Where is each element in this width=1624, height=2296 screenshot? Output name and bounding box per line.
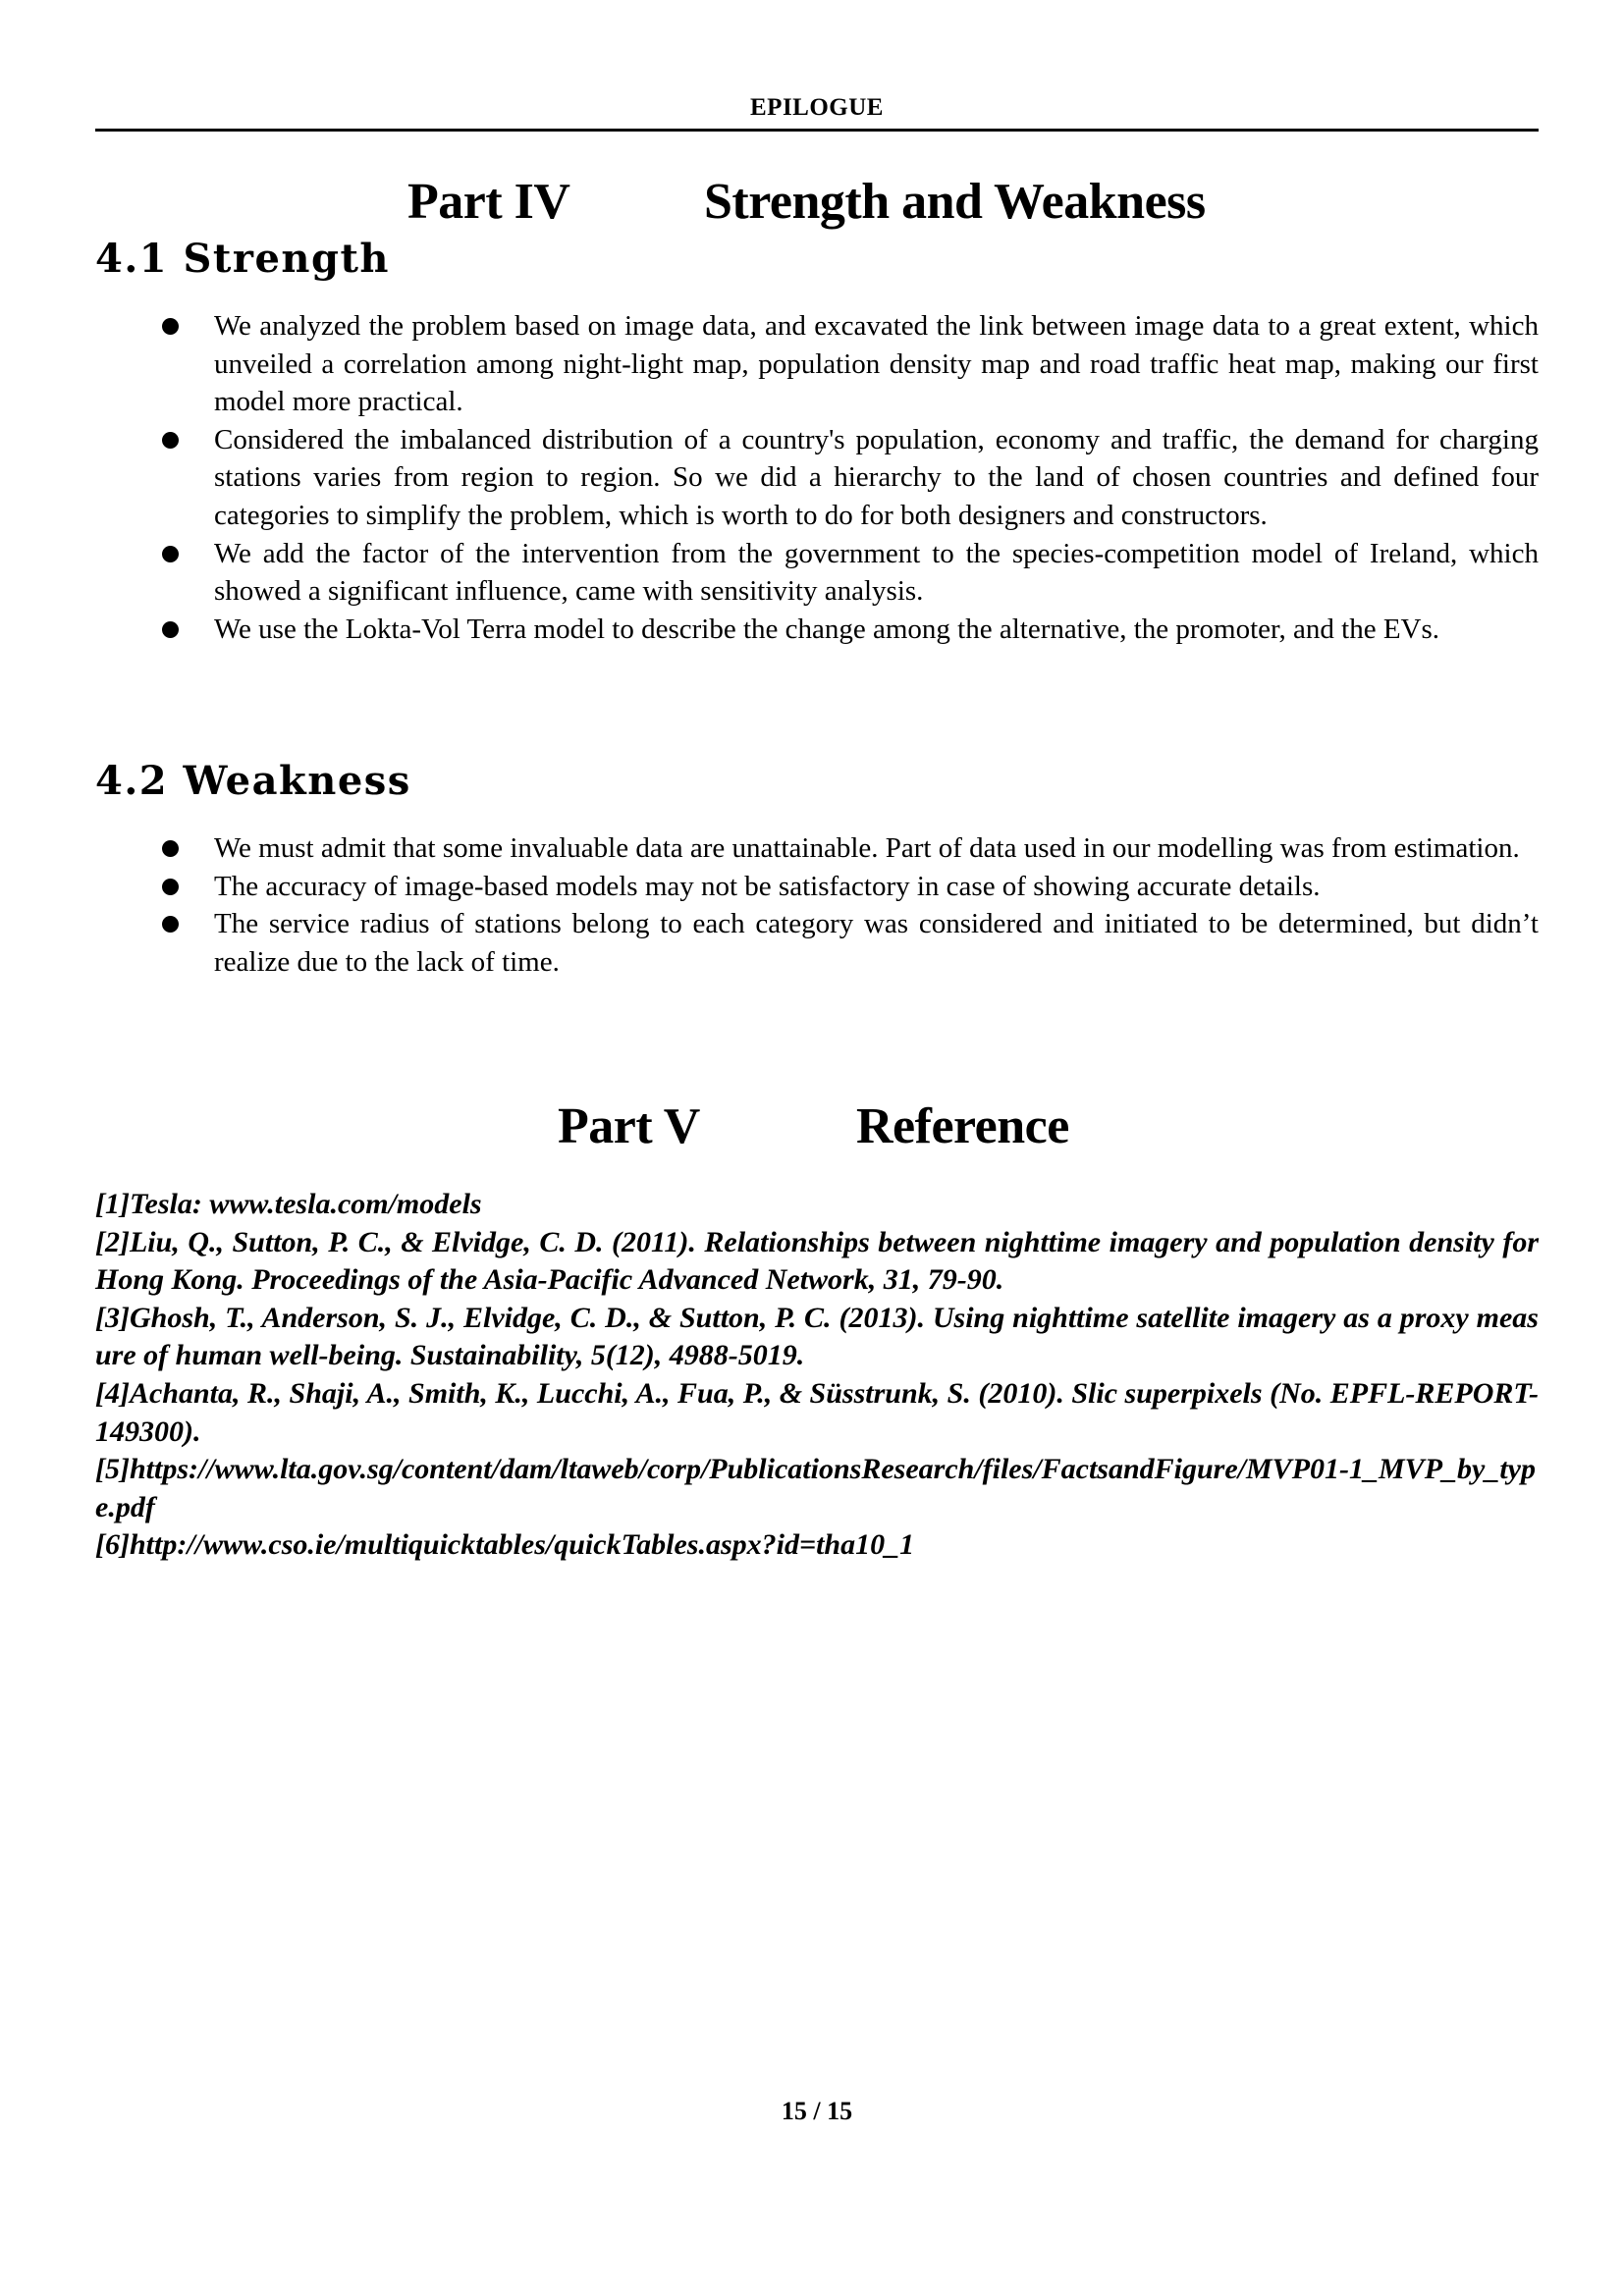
strength-item — [95, 421, 1539, 535]
bullet-icon — [162, 916, 179, 933]
bullet-icon — [162, 879, 179, 895]
weakness-item-text: The accuracy of image-based models may not be satisfactory in case of showing accurate details. — [214, 870, 1321, 902]
strength-list — [95, 307, 1539, 648]
page-number: 15 / 15 — [781, 2097, 853, 2125]
bullet-icon — [162, 621, 179, 638]
part-v-heading: Reference — [856, 1098, 1069, 1154]
reference-item: [5]https://www.lta.gov.sg/content/dam/ltaweb/corp/PublicationsResearch/files/FactsandFigure/MVP01-1_MVP_by_type.pdf — [95, 1453, 1536, 1523]
weakness-item — [95, 868, 1539, 906]
weakness-item — [95, 829, 1539, 868]
strength-item-text: We use the Lokta-Vol Terra model to describe the change among the alternative, the promoter, and the EVs. — [214, 613, 1440, 645]
header-divider — [95, 129, 1539, 132]
weakness-list — [95, 829, 1539, 981]
weakness-item-text: The service radius of stations belong to each category was considered and initiated to be determined, but didn’t realize due to the lack of time. — [214, 908, 1539, 978]
bullet-icon — [162, 432, 179, 449]
part-v-number: Part V — [558, 1098, 700, 1154]
reference-list — [95, 1186, 1539, 1565]
reference-item: [1]Tesla: www.tesla.com/models — [95, 1188, 482, 1220]
bullet-icon — [162, 546, 179, 562]
strength-item — [95, 307, 1539, 421]
strength-item — [95, 535, 1539, 611]
reference-item: [4]Achanta, R., Shaji, A., Smith, K., Lucchi, A., Fua, P., & Süsstrunk, S. (2010). Slic superpixels (No. EPFL-REPORT-149300). — [95, 1376, 1539, 1448]
strength-item — [95, 611, 1539, 649]
section-strength-heading: 4.1 Strength — [95, 236, 391, 282]
reference-item: [3]Ghosh, T., Anderson, S. J., Elvidge, C. D., & Sutton, P. C. (2013). Using nighttime satellite imagery as a proxy measure of human well-being. Sustainability, 5(12), 4988-5019. — [95, 1301, 1539, 1372]
reference-item: [6]http://www.cso.ie/multiquicktables/quickTables.aspx?id=tha10_1 — [95, 1528, 915, 1562]
reference-item: [2]Liu, Q., Sutton, P. C., & Elvidge, C. D. (2011). Relationships between nighttime imagery and population density for Hong Kong. Proceedings of the Asia-Pacific Advanced Network, 31, 79-90. — [95, 1225, 1539, 1297]
running-header: EPILOGUE — [750, 94, 884, 121]
weakness-item — [95, 905, 1539, 981]
bullet-icon — [162, 840, 179, 857]
strength-item-text: Considered the imbalanced distribution of a country's population, economy and traffic, the demand for charging stations varies from region to region. So we did a hierarchy to the land of chosen countries and defined four categories to simplify the problem, which is worth to do for both designers and constructors. — [214, 423, 1539, 531]
weakness-item-text: We must admit that some invaluable data are unattainable. Part of data used in our modelling was from estimation. — [214, 832, 1520, 864]
part-iv-heading: Strength and Weakness — [704, 174, 1206, 230]
strength-item-text: We analyzed the problem based on image data, and excavated the link between image data to a great extent, which unveiled a correlation among night-light map, population density map and road traffic heat map, making our first model more practical. — [214, 310, 1539, 418]
section-weakness-heading: 4.2 Weakness — [95, 758, 411, 804]
strength-item-text: We add the factor of the intervention from the government to the species-competition model of Ireland, which showed a significant influence, came with sensitivity analysis. — [214, 537, 1539, 608]
bullet-icon — [162, 318, 179, 335]
part-iv-number: Part IV — [407, 174, 570, 230]
